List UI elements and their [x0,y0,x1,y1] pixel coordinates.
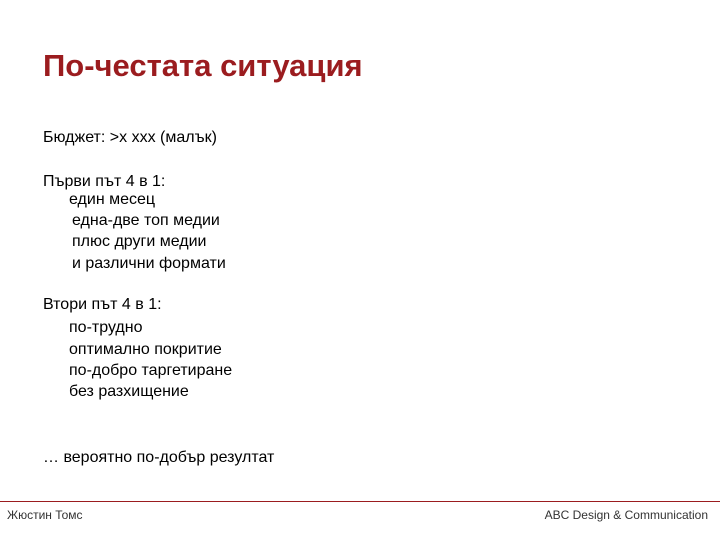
second-time-heading: Втори път 4 в 1: [43,296,162,313]
slide-title: По-честата ситуация [43,48,363,83]
footer-company: ABC Design & Communication [544,508,708,522]
first-time-item: плюс други медии [72,233,207,250]
second-time-item: без разхищение [69,383,189,400]
first-time-item: един месец [69,191,156,208]
footer-divider [0,501,720,502]
conclusion-line: … вероятно по-добър резултат [43,449,275,466]
first-time-item: и различни формати [72,255,226,272]
budget-line: Бюджет: >x xxx (малък) [43,129,217,146]
footer-author: Жюстин Томс [7,508,83,522]
second-time-item: по-добро таргетиране [69,362,233,379]
second-time-item: по-трудно [69,319,143,336]
first-time-heading: Първи път 4 в 1: [43,173,166,190]
second-time-item: оптимално покритие [69,341,222,358]
first-time-item: една-две топ медии [72,212,220,229]
